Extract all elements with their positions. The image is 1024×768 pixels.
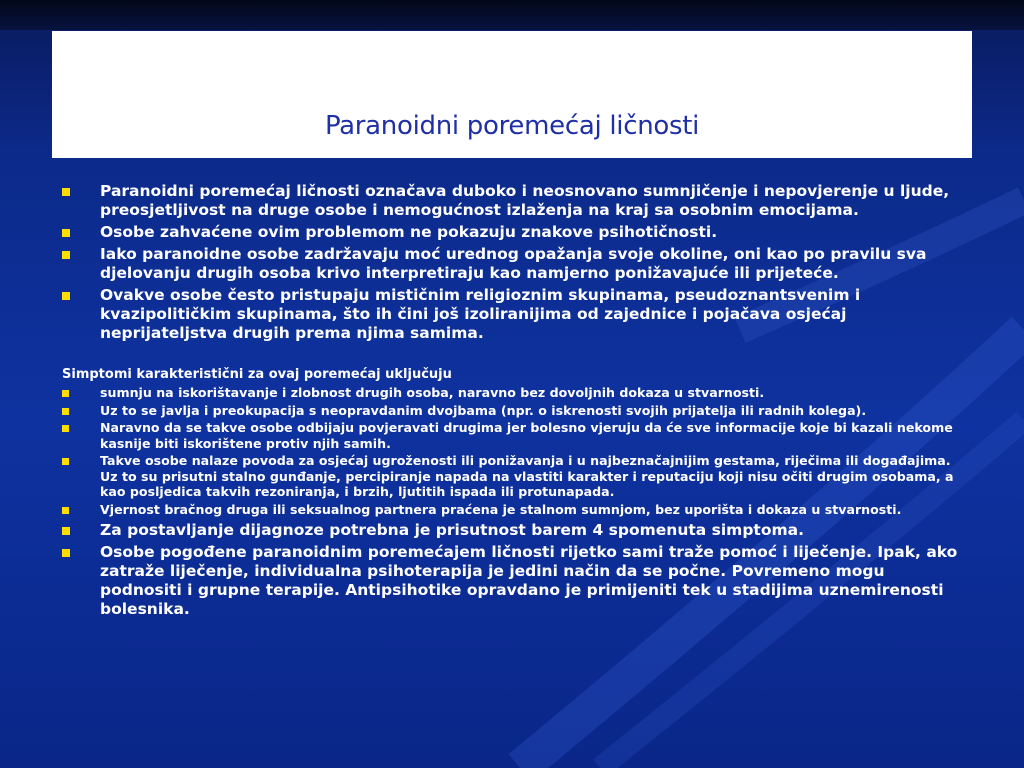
list-item: Iako paranoidne osobe zadržavaju moć urednog opažanja svoje okoline, oni kao po pravilu sva djelovanju drugih osoba krivo interpretiraju kao namjerno ponižavajuće ili prijeteće. — [62, 245, 967, 283]
square-bullet-icon — [62, 507, 69, 514]
closing-bullet-list — [62, 521, 967, 619]
square-bullet-icon — [62, 229, 70, 237]
slide-content — [62, 182, 967, 622]
slide-title: Paranoidni poremećaj ličnosti — [324, 111, 700, 141]
square-bullet-icon — [62, 251, 70, 259]
square-bullet-icon — [62, 408, 69, 415]
list-item: Osobe pogođene paranoidnim poremećajem ličnosti rijetko sami traže pomoć i liječenje. Ipak, ako zatraže liječenje, individualna psihoterapija je jedini način da se počne. Povremeno mogu podnositi i grupne terapije. Antipsihotike opravdano je primijeniti tek u stadijima uznemirenosti bolesnika. — [62, 543, 967, 619]
symptoms-heading: Simptomi karakteristični za ovaj poremećaj uključuju — [62, 367, 452, 382]
list-item: Naravno da se takve osobe odbijaju povjeravati drugima jer bolesno vjeruju da će sve informacije koje bi kazali nekome kasnije biti iskorištene protiv njih samih. — [62, 420, 967, 451]
list-item: Takve osobe nalaze povoda za osjećaj ugroženosti ili ponižavanja i u najbeznačajnijim gestama, riječima ili događajima. Uz to su prisutni stalno gunđanje, percipiranje napada na vlastiti karakter i reputaciju koji nisu očiti drugim osobama, a kao posljedica takvih rezoniranja, i brzih, ljutitih ispada ili protunapada. — [62, 453, 967, 500]
symptoms-list — [62, 385, 967, 517]
square-bullet-icon — [62, 458, 69, 465]
list-item: sumnju na iskorištavanje i zlobnost drugih osoba, naravno bez dovoljnih dokaza u stvarnosti. — [62, 385, 967, 401]
list-item: Vjernost bračnog druga ili seksualnog partnera praćena je stalnom sumnjom, bez uporišta i dokaza u stvarnosti. — [62, 502, 967, 518]
square-bullet-icon — [62, 425, 69, 432]
list-item: Ovakve osobe često pristupaju mističnim religioznim skupinama, pseudoznantsvenim i kvazipolitičkim skupinama, što ih čini još izoliranijima od zajednice i pojačava osjećaj neprijateljstva drugih prema njima samima. — [62, 286, 967, 343]
list-item: Uz to se javlja i preokupacija s neopravdanim dvojbama (npr. o iskrenosti svojih prijatelja ili radnih kolega). — [62, 403, 967, 419]
list-item: Paranoidni poremećaj ličnosti označava duboko i neosnovano sumnjičenje i nepovjerenje u ljude, preosjetljivost na druge osobe i nemogućnost izlaženja na kraj sa osobnim emocijama. — [62, 182, 967, 220]
title-box — [52, 31, 972, 158]
list-item: Za postavljanje dijagnoze potrebna je prisutnost barem 4 spomenuta simptoma. — [62, 521, 967, 540]
square-bullet-icon — [62, 527, 70, 535]
square-bullet-icon — [62, 390, 69, 397]
square-bullet-icon — [62, 188, 70, 196]
square-bullet-icon — [62, 549, 70, 557]
main-bullet-list — [62, 182, 967, 343]
square-bullet-icon — [62, 292, 70, 300]
list-item: Osobe zahvaćene ovim problemom ne pokazuju znakove psihotičnosti. — [62, 223, 967, 242]
